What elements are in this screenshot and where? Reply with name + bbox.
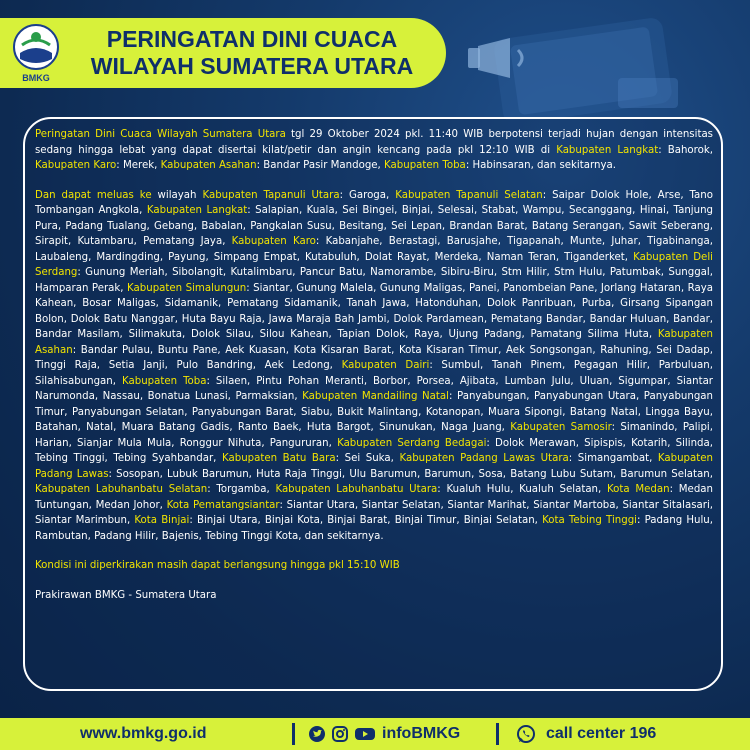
body-text: : Sosopan, Lubuk Barumun, Huta Raja Tinggi, Ulu Barumun, Barumun, Sosa, Batang Lubu Sutam, Barumun Selatan, (108, 468, 713, 480)
page-title (62, 26, 442, 80)
body-text: Prakirawan BMKG - Sumatera Utara (35, 589, 217, 601)
body-text: : Habinsaran, dan sekitarnya. (465, 160, 616, 171)
region-highlight: Kabupaten Karo (35, 160, 117, 171)
region-highlight: Kabupaten Padang Lawas Utara (399, 453, 569, 464)
paragraph-4 (35, 588, 713, 604)
region-highlight: Kabupaten Tapanuli Utara (202, 189, 340, 201)
footer-divider (496, 723, 499, 745)
title-line-1: PERINGATAN DINI CUACA (106, 26, 398, 52)
logo-label: BMKG (22, 73, 50, 83)
region-highlight: Kabupaten Mandailing Natal (302, 391, 449, 402)
social-handle[interactable]: infoBMKG (382, 725, 461, 742)
region-highlight: Kondisi ini diperkirakan masih dapat berlangsung hingga pkl 15:10 WIB (35, 560, 400, 571)
region-highlight: Kabupaten Tapanuli Selatan (395, 189, 543, 201)
region-highlight: Kabupaten Simalungun (127, 282, 247, 294)
body-text: : Kualuh Hulu, Kualuh Selatan, (437, 484, 607, 495)
body-text: : Torgamba, (207, 484, 276, 495)
region-highlight: Kabupaten Padang Lawas (35, 453, 713, 480)
region-highlight: Kabupaten Batu Bara (221, 453, 336, 464)
body-text: : Sumbul, Tanah Pinem, Pegagan Hilir, Parbuluan, Silahisabungan, (35, 360, 713, 387)
region-highlight: Kota Medan (606, 484, 670, 495)
body-text: : Padang Hulu, Rambutan, Padang Hilir, Bajenis, Tebing Tinggi Kota, dan sekitarnya. (35, 515, 713, 542)
body-text: : Simanindo, Palipi, Harian, Sianjar Mula Mula, Ronggur Nihuta, Pangururan, (35, 422, 713, 449)
body-text: : Merek, (116, 160, 161, 171)
body-text: : Gunung Meriah, Sibolangit, Kutalimbaru, Pancur Batu, Namorambe, Sibiru-Biru, Stm Hilir, Stm Hulu, Patumbak, Sunggal, Hamparan Perak, (35, 267, 713, 294)
website-link[interactable]: www.bmkg.go.id (80, 725, 207, 742)
body-text: : Bahorok, (658, 144, 713, 156)
bmkg-logo (12, 23, 60, 83)
body-text: : Silaen, Pintu Pohan Meranti, Borbor, Porsea, Ajibata, Lumban Julu, Uluan, Sigumpar, Siantar Narumonda, Nassau, Bonatua Lunasi, Parmaksian, (35, 375, 713, 402)
region-highlight: Kabupaten Labuhanbatu Utara (275, 484, 438, 495)
body-text: : Garoga, (339, 189, 396, 201)
region-highlight: Kota Tebing Tinggi (542, 515, 637, 526)
region-highlight: Dan dapat meluas ke (35, 189, 152, 201)
warning-text (35, 127, 713, 617)
body-text: : Sei Suka, (335, 453, 400, 464)
body-text: : Salapian, Kuala, Sei Bingei, Binjai, Selesai, Stabat, Wampu, Secanggang, Hinai, Tanjung Pura, Padang Tualang, Gebang, Babalan, Pangkalan Susu, Besitang, Sei Lepan, Brandan Barat, Batang Serangan, Sawit Seberang, Sirapit, Kutambaru, Pematang Jaya, (35, 205, 713, 247)
whatsapp-icon[interactable] (516, 724, 536, 744)
body-text: : Saipar Dolok Hole, Arse, Tano Tombangan Angkola, (35, 189, 713, 216)
region-highlight: Kabupaten Samosir (510, 422, 612, 433)
region-highlight: Kabupaten Toba (384, 160, 466, 171)
paragraph-1 (35, 127, 713, 174)
body-text: : Panyabungan, Panyabungan Utara, Panyabungan Timur, Panyabungan Selatan, Panyabungan Barat, Siabu, Bukit Malintang, Kotanopan, Muara Sipongi, Batang Natal, Lingga Bayu, Batahan, Natal, Muara Batang Gadis, Ranto Baek, Huta Bargot, Sinunukan, Naga Juang, (35, 391, 713, 433)
region-highlight: Kabupaten Labuhanbatu Selatan (35, 484, 208, 495)
header-banner (0, 18, 446, 88)
footer-divider (292, 723, 295, 745)
body-text: : Simangambat, (568, 453, 658, 464)
paragraph-2 (35, 188, 713, 545)
body-text: : Siantar Utara, Siantar Selatan, Siantar Marihat, Siantar Martoba, Siantar Sitalasari, Siantar Marimbun, (35, 499, 714, 526)
body-text: : Siantar, Gunung Malela, Gunung Maligas, Panei, Panombeian Pane, Jorlang Hataran, Raya Kahean, Bosar Maligas, Sidamanik, Pematang Sidamanik, Tanah Jawa, Hatonduhan, Dolok Panribuan, Purba, Girsang Sipangan Bolon, Dolok Batu Nanggar, Huta Bayu Raja, Jawa Maraja Bah Jambi, Dolok Pardamean, Pematang Bandar, Bandar Huluan, Bandar, Bandar Masilam, Silimakuta, Dolok Silau, Silou Kahean, Tapian Dolok, Raya, Ujung Padang, Pamatang Silima Huta, (35, 282, 713, 340)
region-highlight: Kota Pematangsiantar (166, 499, 280, 511)
body-text: tgl 29 Oktober 2024 pkl. 11:40 WIB berpotensi terjadi hujan dengan intensitas sedang hingga lebat yang dapat disertai kilat/petir dan angin kencang pada pkl 12:10 WIB di (35, 129, 713, 156)
region-highlight: Peringatan Dini Cuaca Wilayah Sumatera Utara (35, 129, 286, 140)
title-line-2: WILAYAH SUMATERA UTARA (90, 53, 414, 79)
body-text: : Medan Tuntungan, Medan Johor, (35, 484, 713, 511)
megaphone-illustration (468, 8, 738, 120)
region-highlight: Kabupaten Karo (231, 236, 316, 247)
region-highlight: Kabupaten Serdang Bedagai (337, 437, 487, 449)
footer-bar (0, 718, 750, 750)
region-highlight: Kabupaten Asahan (160, 160, 257, 171)
region-highlight: Kabupaten Toba (121, 375, 207, 387)
body-text: : Bandar Pasir Mandoge, (256, 160, 385, 171)
youtube-icon[interactable] (355, 726, 375, 742)
body-text: : Dolok Merawan, Sipispis, Kotarih, Silinda, Tebing Tinggi, Tebing Syahbandar, (35, 437, 713, 464)
region-highlight: Kabupaten Dairi (341, 360, 430, 371)
body-text: : Binjai Utara, Binjai Kota, Binjai Barat, Binjai Timur, Binjai Selatan, (189, 515, 543, 526)
region-highlight: Kabupaten Deli Serdang (35, 251, 713, 278)
twitter-icon[interactable] (309, 726, 325, 742)
region-highlight: Kabupaten Langkat (146, 205, 248, 216)
region-highlight: Kota Binjai (134, 515, 190, 526)
region-highlight: Kabupaten Langkat (556, 144, 659, 156)
body-text: : Bandar Pulau, Buntu Pane, Aek Kuasan, Kota Kisaran Barat, Kota Kisaran Timur, Aek Songsongan, Rahuning, Sei Dadap, Tinggi Raja, Setia Janji, Pulo Bandring, Aek Ledong, (35, 344, 713, 371)
call-center[interactable]: call center 196 (546, 725, 657, 742)
instagram-icon[interactable] (332, 726, 348, 742)
region-highlight: Kabupaten Asahan (35, 329, 713, 356)
body-text: wilayah (151, 189, 203, 201)
body-text: : Kabanjahe, Berastagi, Barusjahe, Tigapanah, Munte, Juhar, Tigabinanga, Laubaleng, Mardingding, Payung, Simpang Empat, Kutabuluh, Dolat Rayat, Merdeka, Naman Teran, Tiganderket, (35, 236, 714, 263)
paragraph-3 (35, 558, 713, 574)
